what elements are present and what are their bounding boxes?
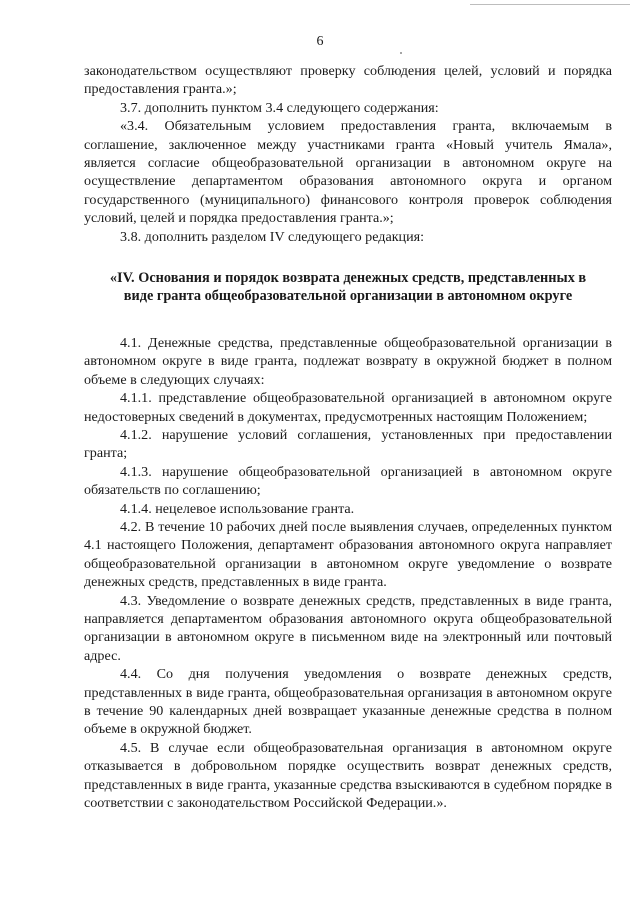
paragraph-4-4: 4.4. Со дня получения уведомления о возврате денежных средств, представленных в виде гранта, общеобразовательная организация в автономном округе в течение 90 календарных дней возвращает указанные денежные средства в полном объеме в окружной бюджет. <box>84 666 612 738</box>
paragraph-4-1-3: 4.1.3. нарушение общеобразовательной организацией в автономном округе обязательств по соглашению; <box>84 463 612 499</box>
item-3-4: «3.4. Обязательным условием предоставления гранта, включаемым в соглашение, заключенное между участниками гранта «Новый учитель Ямала», является согласие общеобразовательной организации в автономном округе на осуществление департаментом образования автономного округа и органом государственного (муниципального) финансового контроля проверок соблюдения условий, целей и порядка предоставления гранта.»; <box>84 118 612 227</box>
scan-speck <box>400 52 402 54</box>
paragraph-4-2: 4.2. В течение 10 рабочих дней после выявления случаев, определенных пунктом 4.1 настоящего Положения, департамент образования автономного округа направляет общеобразовательной организации в автономном округе уведомление о возврате денежных средств, представленных в виде гранта. <box>84 518 612 591</box>
paragraph-4-1-1: 4.1.1. представление общеобразовательной организацией в автономном округе недостоверных сведений в документах, предусмотренных настоящим Положением; <box>84 390 612 425</box>
item-3-8: 3.8. дополнить разделом IV следующего редакция: <box>120 228 425 245</box>
section-iv-heading: «IV. Основания и порядок возврата денежных средств, представленных в виде гранта общеобразовательной организации в автономном округе <box>109 270 587 305</box>
top-border-line <box>470 4 630 5</box>
paragraph-4-1-4: 4.1.4. нецелевое использование гранта. <box>120 500 355 517</box>
document-body <box>84 62 612 812</box>
paragraph-4-3: 4.3. Уведомление о возврате денежных средств, представленных в виде гранта, направляется департаментом образования автономного округа общеобразовательной организации в автономном округе в письменном виде на электронный или почтовый адрес. <box>84 592 612 664</box>
paragraph-4-1: 4.1. Денежные средства, представленные общеобразовательной организации в автономном округе в виде гранта, подлежат возврату в окружной бюджет в полном объеме в следующих случаях: <box>84 334 612 388</box>
paragraph-4-5: 4.5. В случае если общеобразовательная организация в автономном округе отказывается в добровольном порядке осуществить возврат денежных средств, представленных в виде гранта, указанные средства взыскиваются в судебном порядке в соответствии с законодательством Российской Федерации.». <box>84 739 612 812</box>
page-number: 6 <box>316 34 324 49</box>
paragraph-4-1-2: 4.1.2. нарушение условий соглашения, установленных при предоставлении гранта; <box>84 426 612 462</box>
continuation-text: законодательством осуществляют проверку соблюдения целей, условий и порядка предоставления гранта.»; <box>84 63 612 98</box>
item-3-7: 3.7. дополнить пунктом 3.4 следующего содержания: <box>120 99 439 116</box>
